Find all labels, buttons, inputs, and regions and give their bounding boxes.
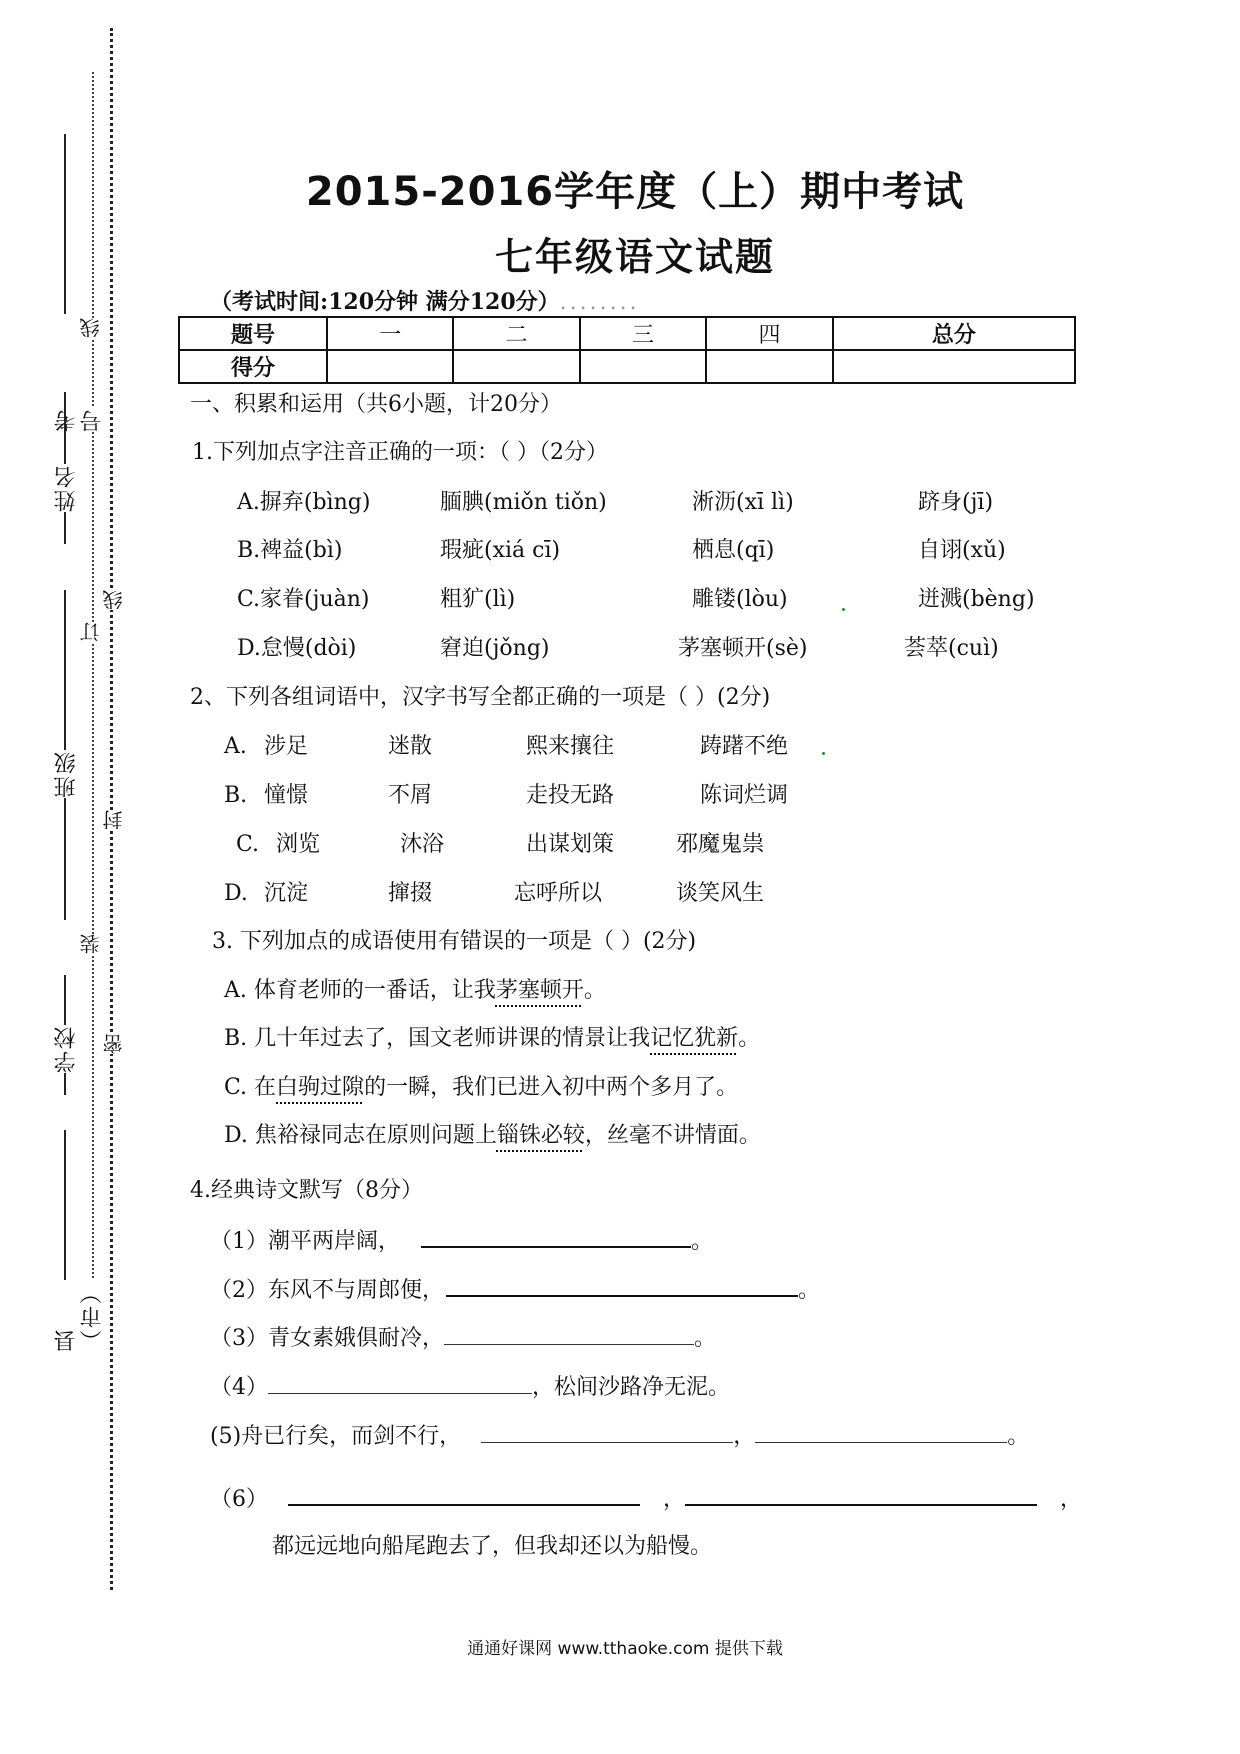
q3-option-d-text: D. 焦裕禄同志在原则问题上 — [224, 1123, 497, 1148]
q1-option-d-item-1: 怠慢(dòi) — [260, 636, 357, 661]
q1-option-a-item-2: 腼腆(miǒn tiǒn) — [440, 490, 607, 515]
q2-option-b-item-1: 憧憬 — [264, 783, 309, 808]
score-table-header-row — [179, 317, 1075, 350]
q1-option-a — [237, 488, 370, 518]
q2-option-a-item-1: 涉足 — [264, 734, 309, 759]
q2-option-d-item-4: 谈笑风生 — [676, 881, 765, 906]
q1-option-a-item-1: 摒弃(bìng) — [259, 490, 371, 515]
q1-option-a-label: A. — [237, 490, 260, 515]
score-cell-4[interactable] — [706, 350, 832, 383]
exam-subtitle: 七年级语文试题 — [494, 235, 775, 279]
q4-line-5-blank-1[interactable] — [481, 1420, 733, 1443]
q4-line-1-blank[interactable] — [421, 1224, 691, 1248]
county-field[interactable] — [54, 1130, 105, 1352]
q2-option-c-item-4: 邪魔鬼祟 — [676, 832, 765, 857]
q4-line-5 — [210, 1420, 1029, 1452]
q1-option-b-item-3: 栖息(qī) — [692, 538, 775, 563]
q1-option-b-item-4: 自诩(xǔ) — [918, 538, 1006, 563]
q4-line-6-continuation: 都远远地向船尾跑去了，但我却还以为船慢。 — [272, 1534, 713, 1559]
footer-source: 通通好课网 www.tthaoke.com 提供下载 — [467, 1639, 783, 1659]
exam-number-label: 考号 — [54, 408, 105, 432]
q4-line-5-text: 舟已行矣，而剑不行， — [241, 1424, 462, 1449]
q2-option-c-label: C. — [236, 832, 260, 857]
q4-line-6-num: （6） — [210, 1487, 268, 1512]
q1-option-a-item-3: 淅沥(xī lì) — [692, 490, 794, 515]
q4-line-4-blank[interactable] — [268, 1371, 532, 1394]
q1-option-d-item-3: 茅塞顿开(sè) — [678, 636, 808, 661]
q2-option-d-item-3: 忘呼所以 — [514, 881, 603, 906]
score-table-col-2: 二 — [453, 317, 579, 350]
q1-option-c-item-1: 家眷(juàn) — [260, 587, 370, 612]
q4-line-6-blank-1[interactable] — [288, 1482, 640, 1506]
q4-line-4-num: （4） — [210, 1375, 268, 1400]
q1-option-d-item-2: 窘迫(jǒng) — [440, 636, 550, 661]
q4-line-3-blank[interactable] — [444, 1322, 694, 1345]
q1-option-d-item-4: 荟萃(cuì) — [904, 636, 999, 661]
q4-line-6-comma: ， — [663, 1487, 686, 1512]
exam-info: （考试时间:120分钟 满分120分）........ — [210, 289, 640, 315]
county-label: 县（市） — [54, 1280, 105, 1352]
q1-option-d-label: D. — [237, 636, 261, 661]
q2-option-a-label: A. — [224, 734, 247, 759]
seal-word-zhuang: 装 — [79, 934, 103, 954]
q1-option-c-item-3: 雕镂(lòu) — [692, 587, 788, 612]
q2-option-b-label: B. — [224, 783, 248, 808]
q4-line-1-text: 潮平两岸阔， — [268, 1229, 401, 1254]
q1-option-b-item-2: 瑕疵(xiá cī) — [440, 538, 561, 563]
q4-line-3-text: 青女素娥俱耐冷， — [268, 1326, 445, 1351]
seal-word-mi: 密 — [102, 1034, 126, 1054]
q3-option-a-text: A. 体育老师的一番话，让我 — [224, 978, 496, 1003]
q1-option-d — [237, 634, 356, 664]
q3-option-c — [224, 1073, 738, 1103]
score-cell-2[interactable] — [453, 350, 579, 383]
class-label: 班级 — [54, 750, 79, 798]
print-speck — [842, 608, 845, 611]
q4-line-1 — [210, 1224, 713, 1257]
q4-line-1-num: （1） — [210, 1229, 268, 1254]
q3-option-d-idiom: 锱铢必较 — [496, 1123, 585, 1148]
q4-line-6 — [210, 1482, 1082, 1515]
q3-option-b-text: B. 几十年过去了，国文老师讲课的情景让我 — [224, 1026, 651, 1051]
seal-word-feng: 封 — [102, 810, 126, 830]
q4-line-5-blank-2[interactable] — [755, 1420, 1007, 1443]
q2-option-c-item-3: 出谋划策 — [526, 832, 615, 857]
score-cell-total[interactable] — [833, 350, 1075, 383]
name-field[interactable] — [54, 392, 84, 544]
q4-line-2-num: （2） — [210, 1278, 268, 1303]
score-table-score-row — [179, 350, 1075, 383]
q3-option-d — [224, 1121, 761, 1151]
score-table-col-4: 四 — [706, 317, 832, 350]
q2-option-a-item-3: 熙来攘往 — [526, 734, 615, 759]
q4-line-2 — [210, 1273, 820, 1306]
score-cell-1[interactable] — [327, 350, 453, 383]
score-table-score-header: 得分 — [179, 350, 327, 383]
q4-line-2-blank[interactable] — [446, 1273, 798, 1297]
q2-option-d-label: D. — [224, 881, 248, 906]
school-field[interactable] — [54, 975, 84, 1095]
q4-line-6-blank-2[interactable] — [685, 1482, 1037, 1506]
name-label: 姓名 — [54, 464, 79, 512]
q1-stem: 1.下列加点字注音正确的一项：（ ）（2分） — [192, 440, 608, 465]
q1-option-c-item-4: 迸溅(bèng) — [918, 587, 1035, 612]
q4-line-2-end: 。 — [798, 1278, 821, 1303]
q1-option-b — [237, 536, 342, 566]
q1-option-c — [237, 585, 370, 615]
q4-line-2-text: 东风不与周郎便， — [268, 1278, 445, 1303]
exam-info-text: （考试时间:120分钟 满分120分） — [210, 289, 560, 315]
q3-option-a-idiom: 茅塞顿开 — [495, 978, 584, 1003]
seal-word-ding: 订 — [79, 622, 103, 642]
q2-option-c-item-2: 沐浴 — [400, 832, 445, 857]
score-cell-3[interactable] — [580, 350, 706, 383]
q3-option-c-text: C. 在 — [224, 1075, 277, 1100]
q3-option-c-end: 的一瞬，我们已进入初中两个多月了。 — [364, 1075, 739, 1100]
q1-option-b-label: B. — [237, 538, 261, 563]
score-table-row-header: 题号 — [179, 317, 327, 350]
q1-option-c-label: C. — [237, 587, 261, 612]
q3-option-a-end: 。 — [583, 978, 606, 1003]
q4-line-5-num: (5) — [210, 1424, 242, 1449]
print-speck — [822, 752, 825, 755]
q4-line-4-text: ，松间沙路净无泥。 — [532, 1375, 731, 1400]
q4-line-6-end: ， — [1060, 1487, 1083, 1512]
seal-word-xian-1: 线 — [79, 318, 103, 338]
q3-option-c-idiom: 白驹过隙 — [276, 1075, 365, 1100]
q4-stem: 4.经典诗文默写（8分） — [190, 1178, 423, 1203]
q2-option-a-item-4: 踌躇不绝 — [700, 734, 789, 759]
q4-line-4 — [210, 1371, 730, 1403]
score-table-col-1: 一 — [327, 317, 453, 350]
q4-line-5-comma: ， — [733, 1424, 756, 1449]
q1-option-c-item-2: 粗犷(lì) — [440, 587, 516, 612]
q3-stem: 3. 下列加点的成语使用有错误的一项是（ ）(2分) — [212, 929, 697, 954]
section-1-heading: 一、积累和运用（共6小题，计20分） — [190, 392, 562, 417]
q4-line-3-num: （3） — [210, 1326, 268, 1351]
q2-stem: 2、下列各组词语中，汉字书写全都正确的一项是（ ）(2分) — [190, 685, 771, 710]
q3-option-b-end: 。 — [738, 1026, 761, 1051]
q2-option-d-item-2: 撺掇 — [388, 881, 433, 906]
score-table-col-3: 三 — [580, 317, 706, 350]
q2-option-b-item-2: 不屑 — [388, 783, 433, 808]
q4-line-3-end: 。 — [694, 1326, 717, 1351]
q4-line-1-end: 。 — [691, 1229, 714, 1254]
seal-word-xian-2: 线 — [102, 590, 126, 610]
score-table-col-total: 总分 — [833, 317, 1075, 350]
q4-line-3 — [210, 1322, 716, 1354]
q3-option-a — [224, 976, 606, 1006]
exam-title: 2015-2016学年度（上）期中考试 — [305, 169, 965, 215]
q2-option-b-item-4: 陈词烂调 — [700, 783, 789, 808]
q3-option-d-end: ，丝毫不讲情面。 — [584, 1123, 761, 1148]
q3-option-b — [224, 1024, 760, 1054]
q3-option-b-idiom: 记忆犹新 — [650, 1026, 739, 1051]
q2-option-d-item-1: 沉淀 — [264, 881, 309, 906]
score-table — [178, 316, 1076, 384]
q2-option-c-item-1: 浏览 — [276, 832, 321, 857]
q4-line-5-end: 。 — [1007, 1424, 1030, 1449]
q1-option-a-item-4: 跻身(jī) — [918, 490, 994, 515]
school-label: 学校 — [54, 1025, 79, 1073]
q2-option-a-item-2: 迷散 — [388, 734, 433, 759]
q2-option-b-item-3: 走投无路 — [526, 783, 615, 808]
q1-option-b-item-1: 裨益(bì) — [260, 538, 343, 563]
